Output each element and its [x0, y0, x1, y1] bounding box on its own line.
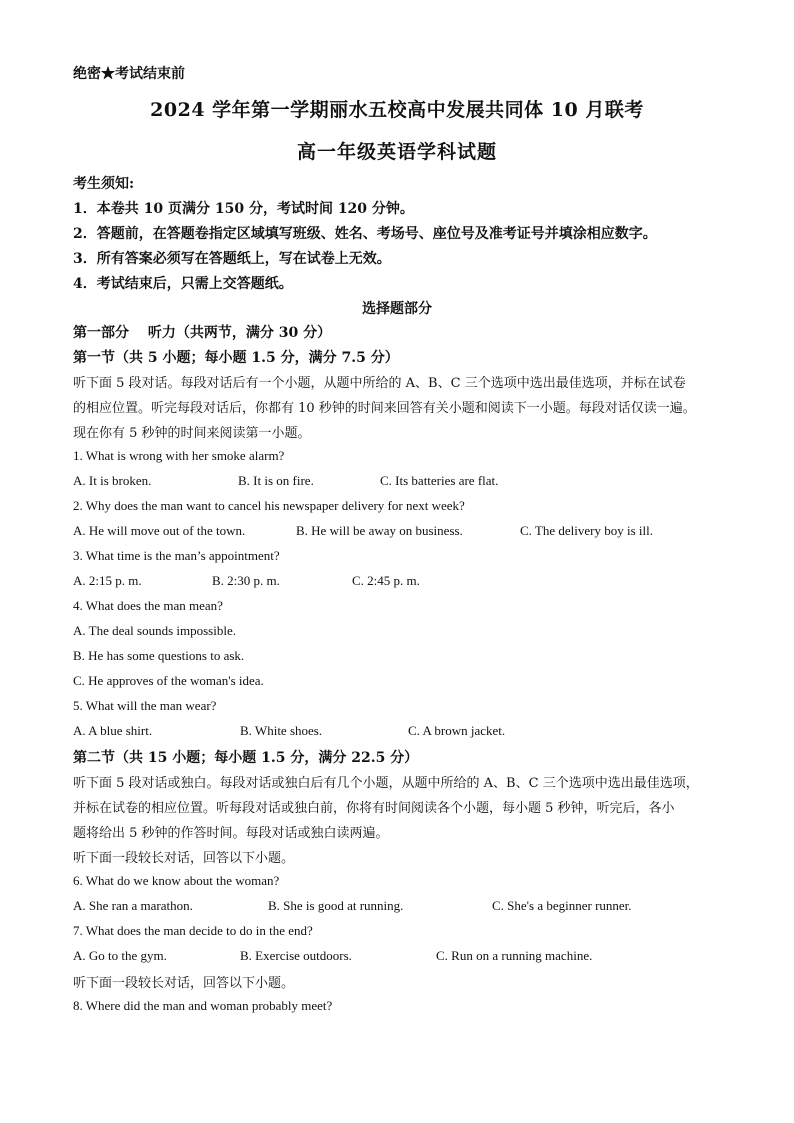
q7-option-b: B. Exercise outdoors. — [240, 948, 352, 963]
part-heading: 选择题部分 — [362, 301, 432, 317]
q6-option-a: A. She ran a marathon. — [73, 898, 193, 913]
question-5: 5. What will the man wear? — [73, 698, 217, 713]
question-1: 1. What is wrong with her smoke alarm? — [73, 448, 285, 463]
confidential-label: 绝密★考试结束前 — [73, 66, 185, 82]
notice-item-1: 1．本卷共 10 页满分 150 分，考试时间 120 分钟。 — [73, 201, 414, 217]
exam-title: 2024 学年第一学期丽水五校高中发展共同体 10 月联考 — [150, 99, 644, 121]
section1-instruction-1: 听下面 5 段对话。每段对话后有一个小题，从题中所给的 A、B、C 三个选项中选出最佳选项，并标在试卷 — [73, 376, 686, 391]
question-7: 7. What does the man decide to do in the end? — [73, 923, 313, 938]
question-3: 3. What time is the man’s appointment? — [73, 548, 280, 563]
section1-instruction-2: 的相应位置。听完每段对话后，你都有 10 秒钟的时间来回答有关小题和阅读下一小题。每段对话仅读一遍。 — [73, 401, 696, 416]
q4-option-c: C. He approves of the woman's idea. — [73, 673, 264, 688]
section2-lead-2: 听下面一段较长对话，回答以下小题。 — [73, 976, 295, 991]
q3-option-b: B. 2:30 p. m. — [212, 573, 280, 588]
q1-option-c: C. Its batteries are flat. — [380, 473, 499, 488]
part1-heading: 第一部分 听力（共两节，满分 30 分） — [73, 325, 332, 341]
q1-option-a: A. It is broken. — [73, 473, 152, 488]
q4-option-b: B. He has some questions to ask. — [73, 648, 245, 663]
section2-heading: 第二节（共 15 小题；每小题 1.5 分，满分 22.5 分） — [73, 750, 419, 766]
section2-instruction-1: 听下面 5 段对话或独白。每段对话或独白后有几个小题，从题中所给的 A、B、C 三个选项中选出最佳选项， — [73, 776, 699, 791]
notice-item-4: 4．考试结束后，只需上交答题纸。 — [73, 276, 293, 292]
q2-option-b: B. He will be away on business. — [296, 523, 463, 538]
q4-option-a: A. The deal sounds impossible. — [73, 623, 236, 638]
q5-option-c: C. A brown jacket. — [408, 723, 506, 738]
section2-instruction-3: 题将给出 5 秒钟的作答时间。每段对话或独白读两遍。 — [73, 826, 389, 841]
question-8: 8. Where did the man and woman probably meet? — [73, 998, 333, 1013]
question-4: 4. What does the man mean? — [73, 598, 223, 613]
notice-item-3: 3．所有答案必须写在答题纸上，写在试卷上无效。 — [73, 251, 391, 267]
q6-option-b: B. She is good at running. — [268, 898, 404, 913]
q2-option-c: C. The delivery boy is ill. — [520, 523, 653, 538]
q1-option-b: B. It is on fire. — [238, 473, 314, 488]
q5-option-a: A. A blue shirt. — [73, 723, 153, 738]
exam-subtitle: 高一年级英语学科试题 — [296, 141, 497, 163]
q3-option-a: A. 2:15 p. m. — [73, 573, 142, 588]
q7-option-a: A. Go to the gym. — [73, 948, 167, 963]
q2-option-a: A. He will move out of the town. — [73, 523, 246, 538]
question-2: 2. Why does the man want to cancel his newspaper delivery for next week? — [73, 498, 465, 513]
notice-item-2: 2．答题前，在答题卷指定区域填写班级、姓名、考场号、座位号及准考证号并填涂相应数字。 — [73, 226, 657, 242]
section2-lead-1: 听下面一段较长对话，回答以下小题。 — [73, 851, 295, 866]
q7-option-c: C. Run on a running machine. — [436, 948, 593, 963]
section1-instruction-3: 现在你有 5 秒钟的时间来阅读第一小题。 — [73, 426, 311, 441]
question-6: 6. What do we know about the woman? — [73, 873, 280, 888]
q5-option-b: B. White shoes. — [240, 723, 323, 738]
section2-instruction-2: 并标在试卷的相应位置。听每段对话或独白前，你将有时间阅读各个小题，每小题 5 秒钟，听完后，各小 — [73, 801, 675, 816]
q3-option-c: C. 2:45 p. m. — [352, 573, 420, 588]
notice-heading: 考生须知: — [73, 176, 135, 192]
section1-heading: 第一节（共 5 小题；每小题 1.5 分，满分 7.5 分） — [73, 350, 399, 366]
q6-option-c: C. She's a beginner runner. — [492, 898, 632, 913]
